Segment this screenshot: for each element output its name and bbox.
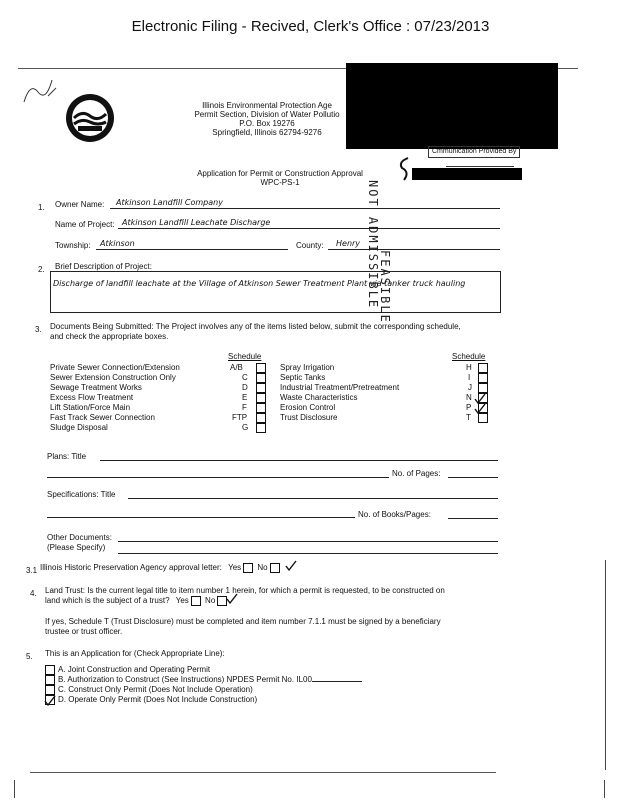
schedule-checkbox[interactable] [256,363,266,373]
project-name-line [118,228,500,229]
schedule-left-list [50,363,270,433]
section-3-number: 3. [35,325,42,334]
specs-title-line-2 [47,517,355,518]
option-c-checkbox[interactable] [45,685,55,695]
scan-margin-line-left [14,780,15,798]
schedule-checkbox[interactable] [256,383,266,393]
check-mark-icon [474,403,486,415]
county-label: County: [296,241,324,250]
land-trust-question: Land Trust: Is the current legal title to item number 1 herein, for which a permit is requested, to be constructed on [45,586,445,595]
section-3-1-number: 3.1 [26,566,38,575]
application-type-options [45,665,362,705]
schedule-checkbox[interactable] [478,373,488,383]
agency-pobox: P.O. Box 19276 [239,119,295,128]
option-b-checkbox[interactable] [45,675,55,685]
vertical-stamp-2: FEASIBLE [378,250,392,324]
plans-title-label: Plans: Title [47,452,87,461]
schedule-item: Septic Tanks I [280,373,490,383]
owner-name-line [110,208,500,209]
books-line [448,518,498,519]
land-trust-yes-checkbox[interactable] [191,596,201,606]
application-option-d[interactable]: D. Operate Only Permit (Does Not Include Construction) [45,695,362,705]
section-2-number: 2. [38,265,45,274]
section-4-number: 4. [30,589,37,598]
schedule-item: Lift Station/Force Main F [50,403,270,413]
schedule-item: Trust Disclosure T [280,413,490,423]
specs-title-line [128,498,498,499]
documents-intro-2: and check the appropriate boxes. [50,332,169,341]
schedule-item: Sludge Disposal G [50,423,270,433]
township-label: Township: [55,241,91,250]
section-1-number: 1. [38,203,45,212]
application-option-a[interactable]: A. Joint Construction and Operating Permit [45,665,362,675]
communication-stamp: Cmmunication Provided By [428,146,520,158]
township-line [96,249,288,250]
section-5-number: 5. [26,652,33,661]
stamp-scribble [396,156,416,182]
agency-city: Springfield, Illinois 62794-9276 [212,128,322,137]
iepa-logo-icon [64,92,116,144]
owner-name-label: Owner Name: [55,200,105,209]
historic-yes-checkbox[interactable] [243,563,253,573]
agency-name: Illinois Environmental Protection Age [202,101,332,110]
check-mark-icon [226,593,238,605]
application-option-b[interactable]: B. Authorization to Construct (See Instructions) NPDES Permit No. IL00 [45,675,362,685]
specs-title-label: Specifications: Title [47,490,116,499]
documents-intro: Documents Being Submitted: The Project involves any of the items listed below, submit the corresponding schedule, [50,322,461,331]
agency-header [172,101,362,137]
owner-name-value[interactable]: Atkinson Landfill Company [116,198,223,207]
schedule-checkbox[interactable] [256,373,266,383]
schedule-checkbox[interactable] [256,403,266,413]
description-box[interactable] [50,271,501,313]
vertical-stamp-1: NOT ADMISSIBLE [366,180,380,310]
county-value[interactable]: Henry [336,239,361,248]
redaction-block-top [346,63,558,149]
schedule-item: Spray Irrigation H [280,363,490,373]
schedule-checkbox[interactable] [256,413,266,423]
schedule-item: Excess Flow Treatment E [50,393,270,403]
other-documents-label-2: (Please Specify) [47,543,106,552]
schedule-item: Industrial Treatment/Pretreatment J [280,383,490,393]
township-value[interactable]: Atkinson [100,239,135,248]
other-documents-line-2 [118,553,498,554]
schedule-heading-left: Schedule [228,352,262,361]
land-trust-note: If yes, Schedule T (Trust Disclosure) must be completed and item number 7.1.1 must be signed by a beneficiary [45,617,441,626]
plans-title-line [100,460,498,461]
scan-margin-line [605,560,606,770]
land-trust-note-2: trustee or trust officer. [45,627,123,636]
application-type-question: This is an Application for (Check Appropriate Line): [45,649,225,658]
stamp-signature [446,158,514,167]
agency-division: Permit Section, Division of Water Pollutio [194,110,340,119]
filing-banner: Electronic Filing - Recived, Clerk's Office : 07/23/2013 [131,18,490,35]
schedule-item: Fast Track Sewer Connection FTP [50,413,270,423]
schedule-item: Sewer Extension Construction Only C [50,373,270,383]
schedule-right-list [280,363,490,423]
bottom-rule [30,772,496,773]
other-documents-label: Other Documents: [47,533,112,542]
schedule-item: Waste Characteristics N [280,393,490,403]
redaction-block-small [412,168,522,180]
schedule-item: Erosion Control P [280,403,490,413]
schedule-item: Private Sewer Connection/Extension A/B [50,363,270,373]
schedule-checkbox[interactable] [256,423,266,433]
form-title: Application for Permit or Construction Approval WPC-PS-1 [197,169,363,187]
application-option-c[interactable]: C. Construct Only Permit (Does Not Include Operation) [45,685,362,695]
check-mark-icon [285,560,297,572]
project-name-label: Name of Project: [55,220,115,229]
schedule-item: Sewage Treatment Works D [50,383,270,393]
project-name-value[interactable]: Atkinson Landfill Leachate Discharge [122,218,271,227]
pages-label: No. of Pages: [392,469,441,478]
schedule-checkbox[interactable] [478,383,488,393]
historic-no-checkbox[interactable] [270,563,280,573]
books-label: No. of Books/Pages: [358,510,431,519]
other-documents-line [118,541,498,542]
historic-preservation-question: Illinois Historic Preservation Agency approval letter: Yes No [40,563,280,573]
description-label: Brief Description of Project: [55,262,152,271]
pages-line [448,477,498,478]
check-mark-icon [44,695,56,707]
option-a-checkbox[interactable] [45,665,55,675]
scan-margin-line-right [604,780,605,798]
schedule-checkbox[interactable] [478,363,488,373]
county-line [328,249,500,250]
plans-title-line-2 [47,477,389,478]
scribble-mark [20,72,60,112]
description-value: Discharge of landfill leachate at the Village of Atkinson Sewer Treatment Plant via tanker truck hauling [53,279,466,288]
land-trust-question-2: land which is the subject of a trust? Yes No [45,596,227,606]
schedule-checkbox[interactable] [256,393,266,403]
schedule-heading-right: Schedule [452,352,486,361]
